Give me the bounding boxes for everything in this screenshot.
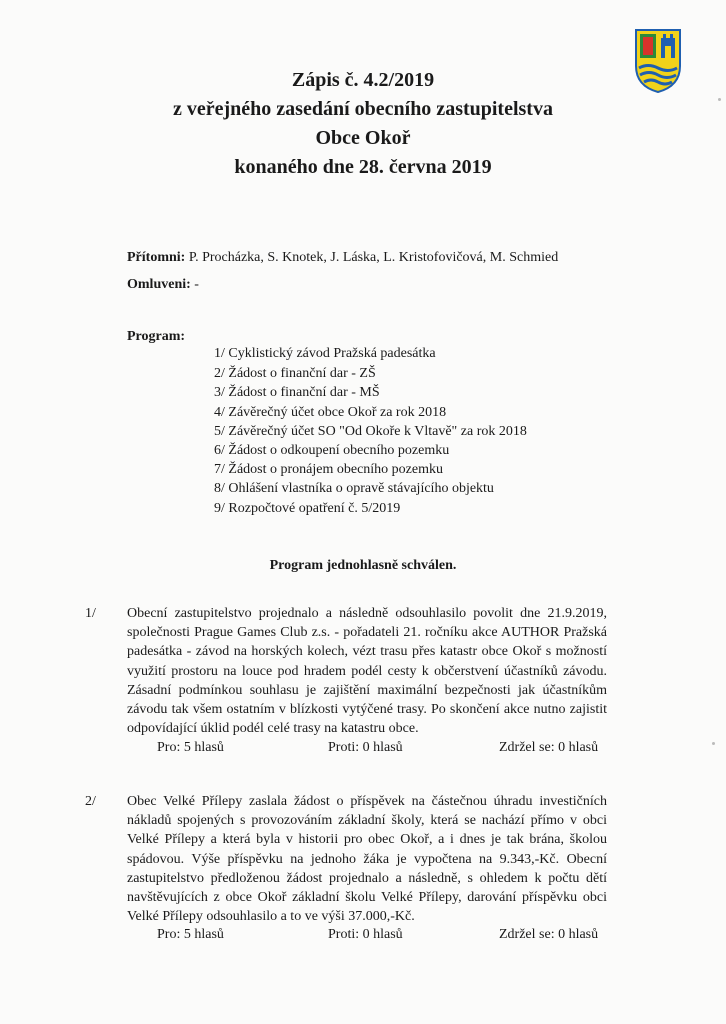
vote-abstain: Zdržel se: 0 hlasů [499,740,599,755]
document-title: Zápis č. 4.2/2019 [291,69,435,91]
program-item: 4/ Závěrečný účet obce Okoř za rok 2018 [214,405,447,420]
present-label: Přítomni: [127,250,186,265]
section-text: Obec Velké Přílepy zaslala žádost o příspěvek na částečnou úhradu investičních nákladů spojených s provozováním základní školy, která se nachází přímo v obci Velké Přílepy a která byla v historii pro obec Okoř, a i dnes je tak brána, školou spádovou. Výše příspěvku na jednoho žáka je vypočtena na 9.343,-Kč. Obecní zastupitelstvo předloženou žádost projednalo a následně, s ohledem k počtu dětí navštěvujících z obce Okoř základní školu Velké Přílepy, darování příspěvku obci Velké Přílepy odsouhlasilo a to ve výši 37.000,-Kč. [127,794,607,925]
vote-against: Proti: 0 hlasů [328,927,403,942]
program-item: 9/ Rozpočtové opatření č. 5/2019 [214,501,401,516]
program-item: 6/ Žádost o odkoupení obecního pozemku [214,443,450,458]
vote-against: Proti: 0 hlasů [328,740,403,755]
present-row [127,249,558,267]
section-text: Obecní zastupitelstvo projednalo a následně odsouhlasilo povolit dne 21.9.2019, společnosti Prague Games Club z.s. - pořadateli 21. ročníku akce AUTHOR Pražská padesátka - závod na horských kolech, vézt trasu přes katastr obce Okoř s možností využití prostoru na louce pod hradem podél cesty k občerstvení účastníků závodu. Zásadní podmínkou souhlasu je zajištění maximální bezpečnosti jak účastníkům závodu tak všem ostatním v blízkosti vytýčené trasy. Po skončení akce nutno zajistit odpovídající úklid podél celé trasy na katastru obce. [127,606,607,737]
excused-row [127,276,199,294]
program-item: 8/ Ohlášení vlastníka o opravě stávajícího objektu [214,481,494,496]
program-approved: Program jednohlasně schválen. [269,558,457,573]
document-subtitle: z veřejného zasedání obecního zastupitelstva [173,98,553,120]
program-item: 3/ Žádost o finanční dar - MŠ [214,385,380,400]
municipality-name: Obce Okoř [315,127,411,149]
program-label: Program: [127,329,186,344]
section-number: 1/ [85,606,96,621]
program-item: 7/ Žádost o pronájem obecního pozemku [214,462,443,477]
vote-for: Pro: 5 hlasů [157,927,224,942]
scan-speck [718,98,721,101]
program-item: 1/ Cyklistický závod Pražská padesátka [214,346,436,361]
vote-for: Pro: 5 hlasů [157,740,224,755]
scan-speck [712,742,715,745]
program-item: 5/ Závěrečný účet SO "Od Okoře k Vltavě" za rok 2018 [214,424,527,439]
vote-abstain: Zdržel se: 0 hlasů [499,927,599,942]
excused-value: - [194,277,199,292]
meeting-date: konaného dne 28. června 2019 [234,156,492,178]
section-number: 2/ [85,794,96,809]
present-value: P. Procházka, S. Knotek, J. Láska, L. Kristofovičová, M. Schmied [188,250,559,265]
program-item: 2/ Žádost o finanční dar - ZŠ [214,366,376,381]
excused-label: Omluveni: [127,277,191,292]
